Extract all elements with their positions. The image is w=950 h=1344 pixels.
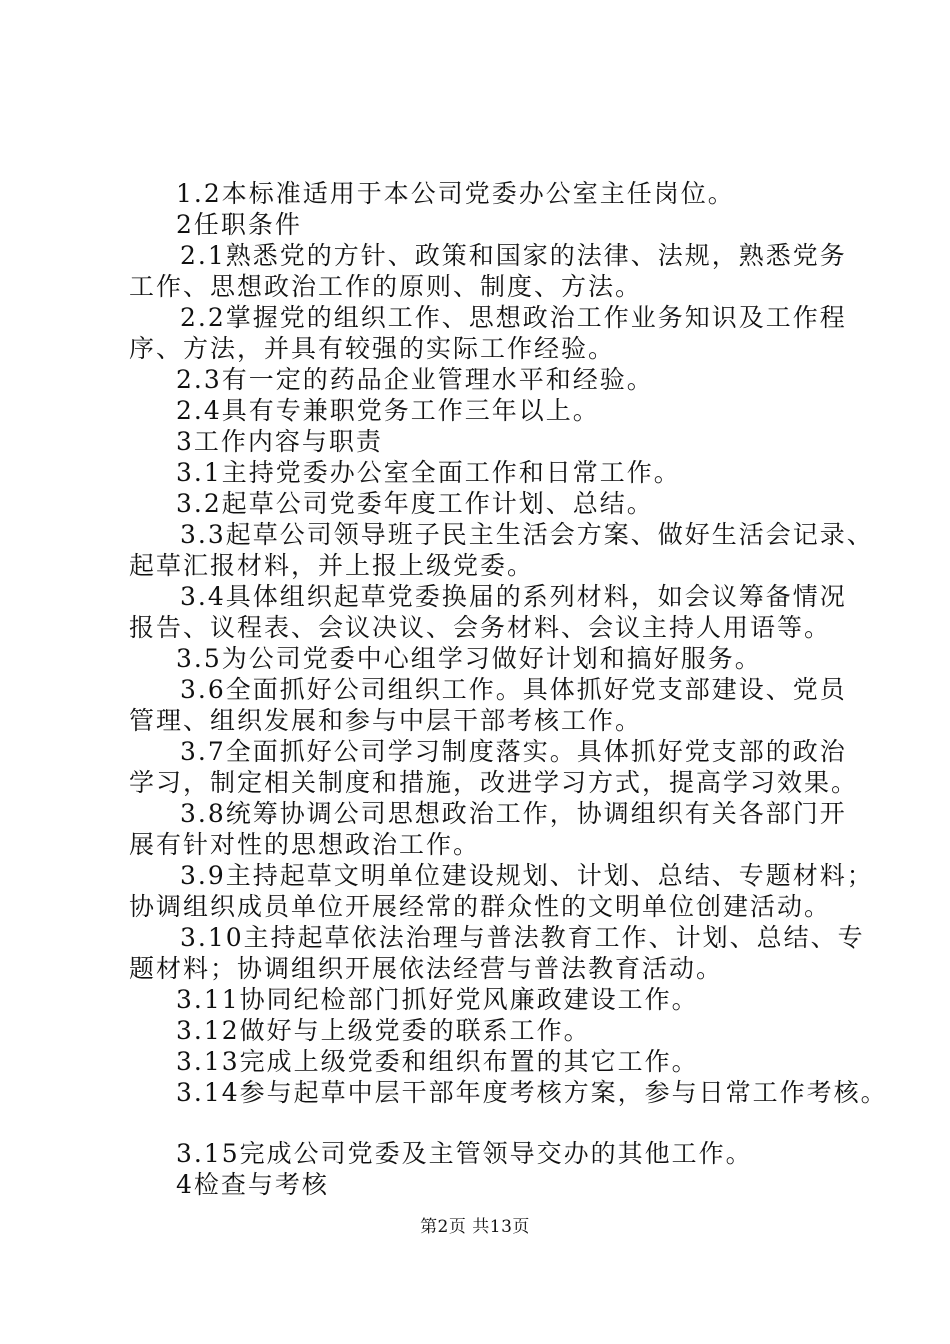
paragraph-line: 3.9主持起草文明单位建设规划、计划、总结、专题材料； bbox=[180, 861, 874, 890]
paragraph-line: 1.2本标准适用于本公司党委办公室主任岗位。 bbox=[176, 179, 735, 208]
paragraph-line: 3.12做好与上级党委的联系工作。 bbox=[176, 1016, 591, 1045]
paragraph-line: 2.4具有专兼职党务工作三年以上。 bbox=[176, 396, 600, 425]
page-number-footer: 第2页 共13页 bbox=[420, 1217, 530, 1237]
paragraph-line: 3.2起草公司党委年度工作计划、总结。 bbox=[176, 489, 654, 518]
paragraph-line: 2.2掌握党的组织工作、思想政治工作业务知识及工作程 bbox=[180, 303, 847, 332]
paragraph-line: 起草汇报材料，并上报上级党委。 bbox=[129, 551, 535, 580]
paragraph-line: 3.13完成上级党委和组织布置的其它工作。 bbox=[176, 1047, 699, 1076]
paragraph-line: 3.1主持党委办公室全面工作和日常工作。 bbox=[176, 458, 681, 487]
paragraph-line: 3.7全面抓好公司学习制度落实。具体抓好党支部的政治 bbox=[180, 737, 847, 766]
paragraph-line: 3.10主持起草依法治理与普法教育工作、计划、总结、专 bbox=[180, 923, 865, 952]
section-heading: 3工作内容与职责 bbox=[176, 427, 383, 456]
paragraph-line: 3.8统筹协调公司思想政治工作，协调组织有关各部门开 bbox=[180, 799, 847, 828]
paragraph-line: 学习，制定相关制度和措施，改进学习方式，提高学习效果。 bbox=[129, 768, 859, 797]
paragraph-line: 管理、组织发展和参与中层干部考核工作。 bbox=[129, 706, 643, 735]
paragraph-line: 3.11协同纪检部门抓好党风廉政建设工作。 bbox=[176, 985, 699, 1014]
paragraph-line: 3.4具体组织起草党委换届的系列材料，如会议筹备情况 bbox=[180, 582, 847, 611]
paragraph-line: 3.6全面抓好公司组织工作。具体抓好党支部建设、党员 bbox=[180, 675, 847, 704]
paragraph-line: 工作、思想政治工作的原则、制度、方法。 bbox=[129, 272, 643, 301]
section-heading: 2任职条件 bbox=[176, 210, 302, 239]
paragraph-line: 2.1熟悉党的方针、政策和国家的法律、法规，熟悉党务 bbox=[180, 241, 847, 270]
paragraph-line: 展有针对性的思想政治工作。 bbox=[129, 830, 481, 859]
section-heading: 4检查与考核 bbox=[176, 1170, 329, 1199]
paragraph-line: 3.3起草公司领导班子民主生活会方案、做好生活会记录、 bbox=[180, 520, 874, 549]
paragraph-line: 3.14参与起草中层干部年度考核方案，参与日常工作考核。 bbox=[176, 1078, 888, 1107]
paragraph-line: 题材料；协调组织开展依法经营与普法教育活动。 bbox=[129, 954, 724, 983]
paragraph-line: 3.15完成公司党委及主管领导交办的其他工作。 bbox=[176, 1139, 753, 1168]
paragraph-line: 协调组织成员单位开展经常的群众性的文明单位创建活动。 bbox=[129, 892, 832, 921]
paragraph-line: 3.5为公司党委中心组学习做好计划和搞好服务。 bbox=[176, 644, 762, 673]
paragraph-line: 2.3有一定的药品企业管理水平和经验。 bbox=[176, 365, 654, 394]
paragraph-line: 报告、议程表、会议决议、会务材料、会议主持人用语等。 bbox=[129, 613, 832, 642]
paragraph-line: 序、方法，并具有较强的实际工作经验。 bbox=[129, 334, 616, 363]
